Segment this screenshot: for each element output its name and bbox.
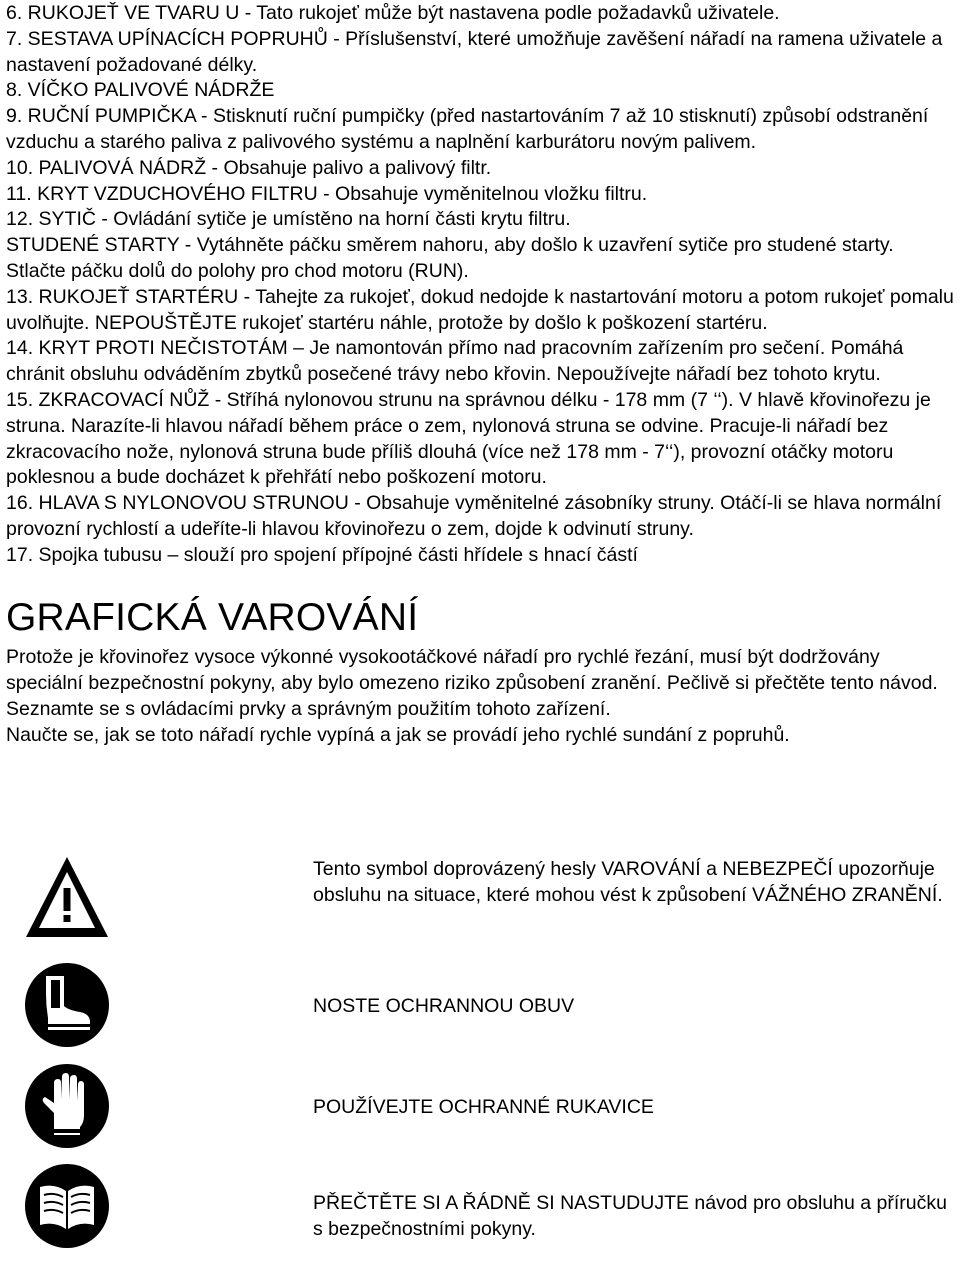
intro-text	[6, 644, 958, 749]
intro-paragraph: Naučte se, jak se toto nářadí rychle vypíná a jak se provádí jeho rychlé sundání z popruhů.	[6, 724, 790, 747]
gloves-description: POUŽÍVEJTE OCHRANNÉ RUKAVICE	[313, 1096, 654, 1118]
manual-description: PŘEČTĚTE SI A ŘÁDNĚ SI NASTUDUJTE návod pro obsluhu a příručku s bezpečnostními pokyny.	[313, 1192, 947, 1240]
safety-boot-icon	[24, 962, 110, 1048]
component-list	[6, 0, 958, 569]
list-item: 16. HLAVA S NYLONOVOU STRUNOU - Obsahuje vyměnitelné zásobníky struny. Otáčí-li se hlava normální provozní rychlostí a udeříte-li hlavou křovinořezu o zem, dojde k odvinutí struny.	[6, 492, 942, 540]
list-item: 6. RUKOJEŤ VE TVARU U - Tato rukojeť může být nastavena podle požadavků uživatele.	[6, 2, 780, 24]
list-item: 8. VÍČKO PALIVOVÉ NÁDRŽE	[6, 79, 275, 102]
section-heading: GRAFICKÁ VAROVÁNÍ	[6, 595, 419, 639]
list-item: 9. RUČNÍ PUMPIČKA - Stisknutí ruční pumpičky (před nastartováním 7 až 10 stisknutí) způsobí odstranění vzduchu a starého paliva z palivového systému a naplnění karburátoru novým palivem.	[6, 105, 929, 153]
warning-triangle-icon	[24, 855, 110, 941]
list-item: 13. RUKOJEŤ STARTÉRU - Tahejte za rukojeť, dokud nedojde k nastartování motoru a potom rukojeť pomalu uvolňujte. NEPOUŠTĚJTE rukojeť startéru náhle, protože by došlo k poškození startéru.	[6, 285, 954, 334]
list-item: 14. KRYT PROTI NEČISTOTÁM – Je namontován přímo nad pracovním zařízením pro sečení. Pomáhá chránit obsluhu odváděním zbytků posečené trávy nebo křovin. Nepoužívejte nářadí bez tohoto krytu.	[6, 337, 904, 386]
intro-paragraph: Protože je křovinořez vysoce výkonné vysokootáčkové nářadí pro rychlé řezání, musí být dodržovány speciální bezpečnostní pokyny, aby bylo omezeno riziko způsobení zranění. Pečlivě si přečtěte tento návod. Seznamte se s ovládacími prvky a správným použitím tohoto zařízení.	[6, 645, 938, 721]
list-item: 17. Spojka tubusu – slouží pro spojení přípojné části hřídele s hnací částí	[6, 543, 638, 566]
boots-description: NOSTE OCHRANNOU OBUV	[313, 995, 575, 1017]
list-item: 7. SESTAVA UPÍNACÍCH POPRUHŮ - Příslušenství, které umožňuje zavěšení nářadí na ramena uživatele a nastavení požadované délky.	[6, 27, 943, 76]
list-item: STUDENÉ STARTY - Vytáhněte páčku směrem nahoru, aby došlo k uzavření sytiče pro studené starty. Stlačte páčku dolů do polohy pro chod motoru (RUN).	[6, 234, 894, 282]
read-manual-icon	[24, 1163, 110, 1249]
document-page	[6, 0, 958, 749]
list-item: 11. KRYT VZDUCHOVÉHO FILTRU - Obsahuje vyměnitelnou vložku filtru.	[6, 182, 648, 205]
list-item: 15. ZKRACOVACÍ NŮŽ - Stříhá nylonovou strunu na správnou délku - 178 mm (7 ‘‘). V hlavě křovinořezu je struna. Narazíte-li hlavou nářadí během práce o zem, nylonová struna se odvine. Pracuje-li nářadí bez zkracovacího nože, nylonová struna bude příliš dlouhá (více než 178 mm - 7‘‘), provozní otáčky motoru poklesnou a bude docházet k přehřátí nebo poškození motoru.	[6, 388, 931, 489]
safety-glove-icon	[24, 1063, 110, 1149]
warning-description: Tento symbol doprovázený hesly VAROVÁNÍ a NEBEZPEČÍ upozorňuje obsluhu na situace, které mohou vést k způsobení VÁŽNÉHO ZRANĚNÍ.	[313, 858, 943, 906]
list-item: 10. PALIVOVÁ NÁDRŽ - Obsahuje palivo a palivový filtr.	[6, 156, 492, 179]
list-item: 12. SYTIČ - Ovládání sytiče je umístěno na horní části krytu filtru.	[6, 208, 571, 231]
